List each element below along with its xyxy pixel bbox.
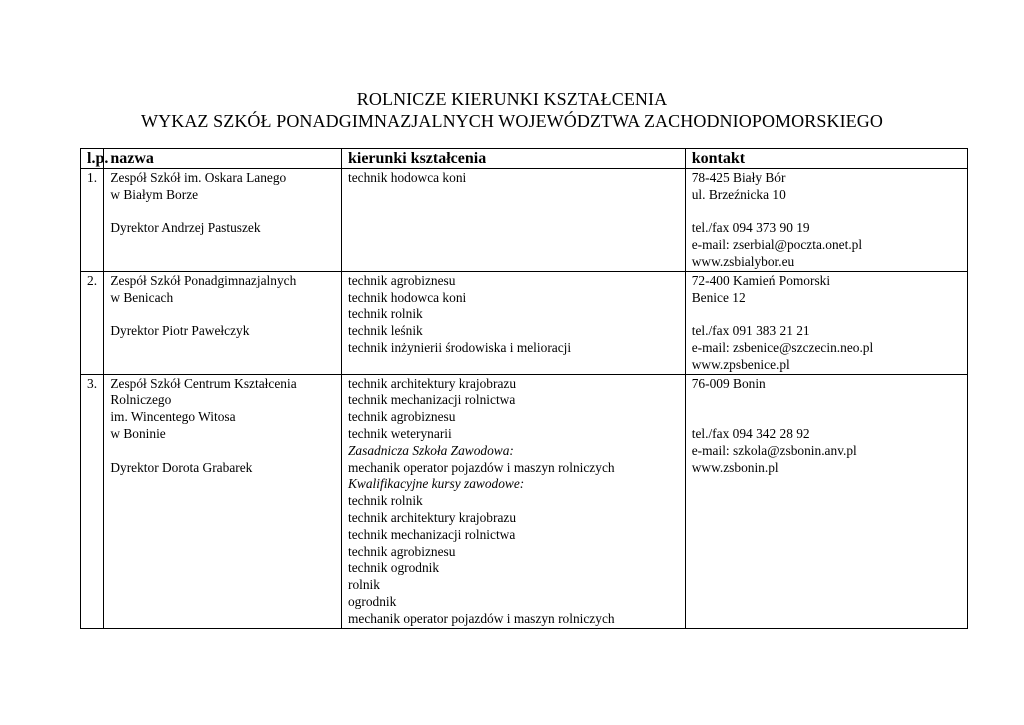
courses-cell	[341, 271, 685, 374]
row-number: 1.	[81, 169, 104, 272]
course-item: technik mechanizacji rolnictwa	[347, 526, 516, 542]
contact-email: e-mail: szkola@zsbonin.anv.pl	[691, 442, 857, 458]
contact-phone: tel./fax 094 373 90 19	[691, 220, 810, 236]
contact-www: www.zsbialybor.eu	[691, 253, 795, 269]
school-location: w Benicach	[110, 289, 174, 305]
school-name: Zespół Szkół Ponadgimnazjalnych	[110, 272, 297, 288]
contact-email: e-mail: zsbenice@szczecin.neo.pl	[691, 339, 874, 355]
contact-www: www.zsbonin.pl	[691, 459, 779, 475]
courses-cell	[341, 169, 685, 272]
school-name-cell	[104, 374, 342, 628]
table-header-row	[81, 149, 968, 169]
contact-street: Benice 12	[691, 289, 746, 305]
table-row	[81, 374, 968, 628]
contact-phone: tel./fax 094 342 28 92	[691, 425, 810, 441]
header-kontakt: kontakt	[685, 149, 967, 169]
contact-www: www.zpsbenice.pl	[691, 356, 790, 372]
course-item: technik weterynarii	[347, 425, 452, 441]
contact-cell	[685, 169, 967, 272]
school-director: Dyrektor Piotr Pawełczyk	[110, 323, 250, 339]
course-item: technik mechanizacji rolnictwa	[347, 392, 516, 408]
school-location: w Białym Borze	[110, 186, 199, 202]
contact-email: e-mail: zserbial@poczta.onet.pl	[691, 237, 863, 253]
course-item: mechanik operator pojazdów i maszyn rolniczych	[347, 610, 615, 626]
course-item: technik hodowca koni	[347, 289, 467, 305]
document-title: ROLNICZE KIERUNKI KSZTAŁCENIA	[356, 89, 668, 109]
course-item: technik leśnik	[347, 323, 423, 339]
header-nazwa: nazwa	[104, 149, 342, 169]
school-patron: im. Wincentego Witosa	[110, 409, 236, 425]
contact-postal: 78-425 Biały Bór	[691, 170, 786, 185]
document-subtitle: WYKAZ SZKÓŁ PONADGIMNAZJALNYCH WOJEWÓDZTWA ZACHODNIOPOMORSKIEGO	[141, 111, 883, 131]
school-name: Zespół Szkół Centrum Kształcenia	[110, 375, 297, 391]
course-item: technik hodowca koni	[347, 170, 467, 185]
course-item: technik agrobiznesu	[347, 543, 456, 559]
course-item: technik agrobiznesu	[347, 272, 456, 288]
school-director: Dyrektor Dorota Grabarek	[110, 459, 253, 475]
course-item: technik agrobiznesu	[347, 409, 456, 425]
course-section-heading: Kwalifikacyjne kursy zawodowe:	[347, 476, 525, 492]
course-item: technik rolnik	[347, 493, 423, 509]
school-name-cell	[104, 271, 342, 374]
course-item: technik architektury krajobrazu	[347, 509, 517, 525]
course-item: technik ogrodnik	[347, 560, 440, 576]
course-section-heading: Zasadnicza Szkoła Zawodowa:	[347, 442, 514, 458]
school-name-cont: Rolniczego	[110, 392, 172, 408]
school-director: Dyrektor Andrzej Pastuszek	[110, 220, 261, 236]
school-name: Zespół Szkół im. Oskara Lanego	[110, 170, 287, 185]
row-number: 3.	[81, 374, 104, 628]
course-item: technik inżynierii środowiska i melioracji	[347, 339, 572, 355]
course-item: rolnik	[347, 577, 380, 593]
table-row	[81, 169, 968, 272]
school-location: w Boninie	[110, 425, 166, 441]
school-name-cell	[104, 169, 342, 272]
schools-table	[80, 148, 968, 629]
course-item: technik architektury krajobrazu	[347, 375, 517, 391]
courses-cell	[341, 374, 685, 628]
course-item: mechanik operator pojazdów i maszyn rolniczych	[347, 459, 615, 475]
contact-cell	[685, 374, 967, 628]
contact-street: ul. Brzeźnicka 10	[691, 186, 786, 202]
contact-postal: 72-400 Kamień Pomorski	[691, 272, 831, 288]
header-lp: l.p.	[81, 149, 104, 169]
table-row	[81, 271, 968, 374]
contact-cell	[685, 271, 967, 374]
course-item: ogrodnik	[347, 593, 397, 609]
header-kierunki: kierunki kształcenia	[341, 149, 685, 169]
row-number: 2.	[81, 271, 104, 374]
contact-postal: 76-009 Bonin	[691, 375, 766, 391]
contact-phone: tel./fax 091 383 21 21	[691, 323, 810, 339]
course-item: technik rolnik	[347, 306, 423, 322]
